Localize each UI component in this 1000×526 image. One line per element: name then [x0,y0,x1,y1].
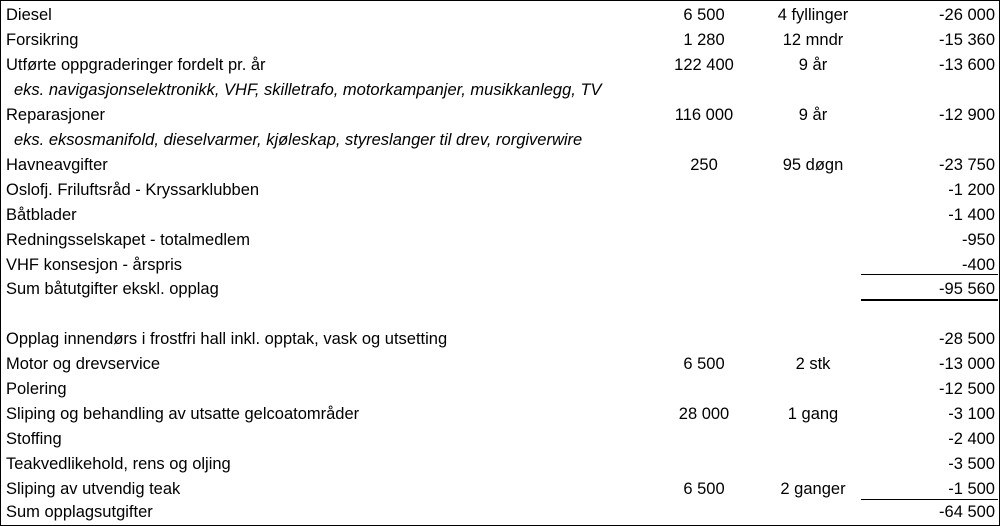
row-unit: 12 mndr [782,31,844,49]
table-row [1,477,999,502]
row-description: Utførte oppgraderinger fordelt pr. år [6,56,266,74]
row-description: Forsikring [6,31,79,49]
total-rule [861,299,998,301]
row-description: Sliping og behandling av utsatte gelcoatområder [6,405,360,423]
row-quantity: 1 280 [683,31,725,49]
row-description: Diesel [6,6,52,24]
row-unit: 9 år [798,56,828,74]
row-description: Polering [6,380,67,398]
row-amount: -3 100 [948,405,995,423]
sum-row [1,500,999,525]
row-amount: -15 360 [939,31,995,49]
row-quantity: 6 500 [683,6,725,24]
row-description: Sliping av utvendig teak [6,480,181,498]
row-quantity: 28 000 [678,405,730,423]
row-unit: 2 ganger [780,480,846,498]
table-row [1,178,999,203]
row-quantity: 6 500 [683,355,725,373]
table-row [1,103,999,128]
row-amount: -12 900 [939,106,995,124]
row-amount: -400 [961,256,995,274]
row-amount: -13 600 [939,56,995,74]
row-description: Opplag innendørs i frostfri hall inkl. opptak, vask og utsetting [6,330,448,348]
row-description: Motor og drevservice [6,355,161,373]
table-row [1,352,999,377]
table-row [1,327,999,352]
row-amount: -1 200 [948,181,995,199]
row-note: eks. eksosmanifold, dieselvarmer, kjøleskap, styreslanger til drev, rorgiverwire [14,131,583,149]
table-note-row [1,78,999,103]
row-amount: -950 [961,231,995,249]
sum-amount: -64 500 [939,503,995,521]
row-amount: -1 400 [948,206,995,224]
table-row [1,377,999,402]
row-amount: -2 400 [948,430,995,448]
row-description: Stoffing [6,430,62,448]
table-row [1,253,999,278]
table-row [1,153,999,178]
table-row [1,427,999,452]
row-amount: -26 000 [939,6,995,24]
table-row [1,402,999,427]
sum-row [1,277,999,302]
row-amount: -23 750 [939,156,995,174]
row-unit: 9 år [798,106,828,124]
table-row [1,3,999,28]
row-unit: 95 døgn [782,156,844,174]
row-quantity: 250 [690,156,718,174]
row-description: Teakvedlikehold, rens og oljing [6,455,231,473]
row-unit: 4 fyllinger [777,6,849,24]
row-quantity: 116 000 [674,106,734,124]
row-description: VHF konsesjon - årspris [6,256,183,274]
row-description: Oslofj. Friluftsråd - Kryssarklubben [6,181,260,199]
row-quantity: 122 400 [674,56,734,74]
row-quantity: 6 500 [683,480,725,498]
table-row [1,228,999,253]
sum-amount: -95 560 [939,280,995,298]
sum-label: Sum opplagsutgifter [6,503,153,521]
row-unit: 1 gang [787,405,839,423]
sum-label: Sum båtutgifter ekskl. opplag [6,280,219,298]
table-row [1,452,999,477]
row-amount: -13 000 [939,355,995,373]
table-note-row [1,128,999,153]
row-note: eks. navigasjonselektronikk, VHF, skilletrafo, motorkampanjer, musikkanlegg, TV [14,81,602,99]
row-amount: -12 500 [939,380,995,398]
row-amount: -28 500 [939,330,995,348]
table-row [1,28,999,53]
row-description: Havneavgifter [6,156,108,174]
row-amount: -3 500 [948,455,995,473]
table-row [1,53,999,78]
row-description: Redningsselskapet - totalmedlem [6,231,250,249]
row-unit: 2 stk [795,355,831,373]
row-amount: -1 500 [948,480,995,498]
subtotal-rule [861,274,998,275]
table-row [1,203,999,228]
row-description: Reparasjoner [6,106,106,124]
row-description: Båtblader [6,206,77,224]
